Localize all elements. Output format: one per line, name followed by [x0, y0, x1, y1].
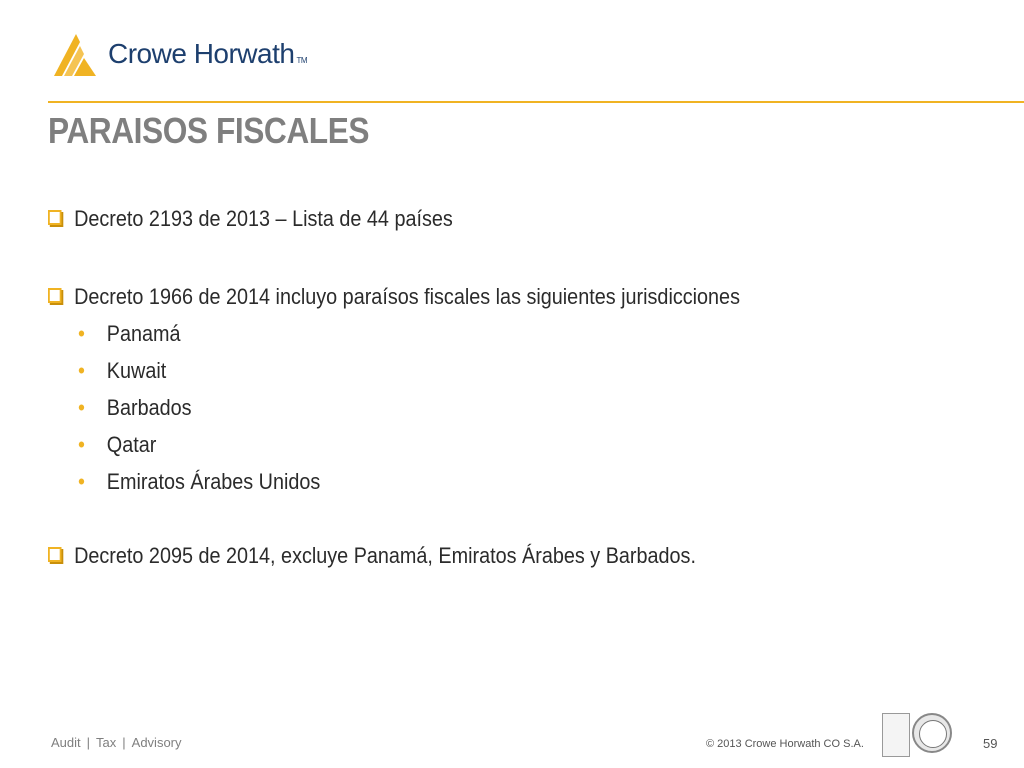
sub-list-item-text: Kuwait	[106, 358, 167, 383]
bullet-icon: •	[78, 321, 85, 346]
footer-separator: |	[122, 735, 126, 750]
copyright-text: © 2013 Crowe Horwath CO S.A.	[706, 738, 864, 750]
checkbox-bullet-icon	[48, 547, 62, 562]
sub-list-item	[78, 395, 192, 421]
sub-list-item	[78, 432, 156, 458]
footer-advisory: Advisory	[131, 735, 182, 750]
bullet-icon: •	[78, 469, 85, 494]
footer-separator: |	[86, 735, 91, 750]
sub-list-item	[78, 469, 320, 495]
list-item-text: Decreto 2095 de 2014, excluye Panamá, Emiratos Árabes y Barbados.	[74, 543, 696, 568]
bullet-icon: •	[78, 395, 85, 420]
sub-list-item-text: Panamá	[106, 321, 181, 346]
logo-trademark: TM	[296, 56, 308, 65]
iso-certification-icon	[882, 713, 910, 757]
footer-services	[51, 735, 182, 750]
bullet-icon: •	[78, 432, 85, 457]
bullet-icon: •	[78, 358, 85, 383]
checkbox-bullet-icon	[48, 288, 62, 303]
iqnet-certification-icon	[912, 713, 952, 753]
sub-list-item-text: Barbados	[106, 395, 192, 420]
crowe-horwath-logo-icon	[50, 30, 100, 78]
list-item	[48, 206, 453, 232]
list-item-text: Decreto 1966 de 2014 incluyo paraísos fiscales las siguientes jurisdicciones	[74, 284, 740, 309]
company-logo	[50, 30, 330, 80]
logo-wordmark: Crowe Horwath TM	[108, 38, 308, 69]
list-item-text: Decreto 2193 de 2013 – Lista de 44 países	[74, 206, 453, 231]
footer-audit: Audit	[51, 735, 81, 750]
sub-list-item	[78, 358, 166, 384]
checkbox-bullet-icon	[48, 210, 62, 225]
header-divider	[48, 101, 1024, 103]
sub-list-item	[78, 321, 181, 347]
sub-list-item-text: Emiratos Árabes Unidos	[106, 469, 321, 494]
page-number: 59	[983, 736, 998, 751]
slide-title: PARAISOS FISCALES	[48, 110, 370, 151]
sub-list-item-text: Qatar	[106, 432, 157, 457]
list-item	[48, 284, 740, 310]
footer-tax: Tax	[96, 735, 117, 750]
list-item	[48, 543, 696, 569]
